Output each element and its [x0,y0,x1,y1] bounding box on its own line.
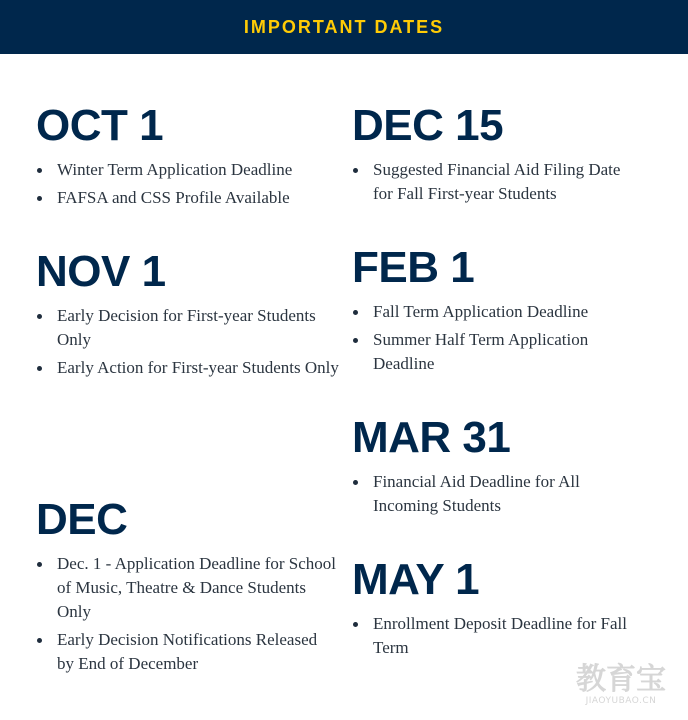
list-item: Early Decision for First-year Students Only [36,304,341,352]
date-block-dec [36,495,337,680]
list-item: Financial Aid Deadline for All Incoming Students [352,470,642,518]
date-block-may-1 [352,555,642,664]
deadline-list [36,304,341,380]
header-banner [0,0,688,54]
date-block-dec-15 [352,101,642,210]
list-item: Summer Half Term Application Deadline [352,328,642,376]
list-item: Fall Term Application Deadline [352,300,642,324]
list-item: FAFSA and CSS Profile Available [36,186,336,210]
date-heading: FEB 1 [352,243,475,292]
watermark-text: 教育宝 [576,662,666,697]
date-block-oct-1 [36,101,336,214]
deadline-list [352,470,642,518]
date-heading: MAR 31 [352,413,511,462]
list-item: Early Decision Notifications Released by End of December [36,628,336,676]
date-heading: NOV 1 [36,247,166,296]
date-block-mar-31 [352,413,642,522]
watermark-url: JIAOYUBAO.CN [585,696,657,706]
list-item: Winter Term Application Deadline [36,158,336,182]
deadline-list [352,612,642,660]
date-heading: OCT 1 [36,101,164,150]
watermark-logo [576,664,666,706]
deadline-list [352,300,642,376]
date-heading: MAY 1 [352,555,480,604]
date-heading: DEC [36,495,128,544]
list-item: Early Action for First-year Students Only [36,356,341,380]
date-heading: DEC 15 [352,101,504,150]
list-item: Enrollment Deposit Deadline for Fall Term [352,612,642,660]
page-title: IMPORTANT DATES [243,16,445,37]
deadline-list [36,552,336,676]
list-item: Dec. 1 - Application Deadline for School of Music, Theatre & Dance Students Only [36,552,336,624]
deadline-list [36,158,336,210]
list-item: Suggested Financial Aid Filing Date for Fall First-year Students [352,158,642,206]
deadline-list [352,158,642,206]
date-block-feb-1 [352,243,642,380]
date-block-nov-1 [36,247,341,384]
